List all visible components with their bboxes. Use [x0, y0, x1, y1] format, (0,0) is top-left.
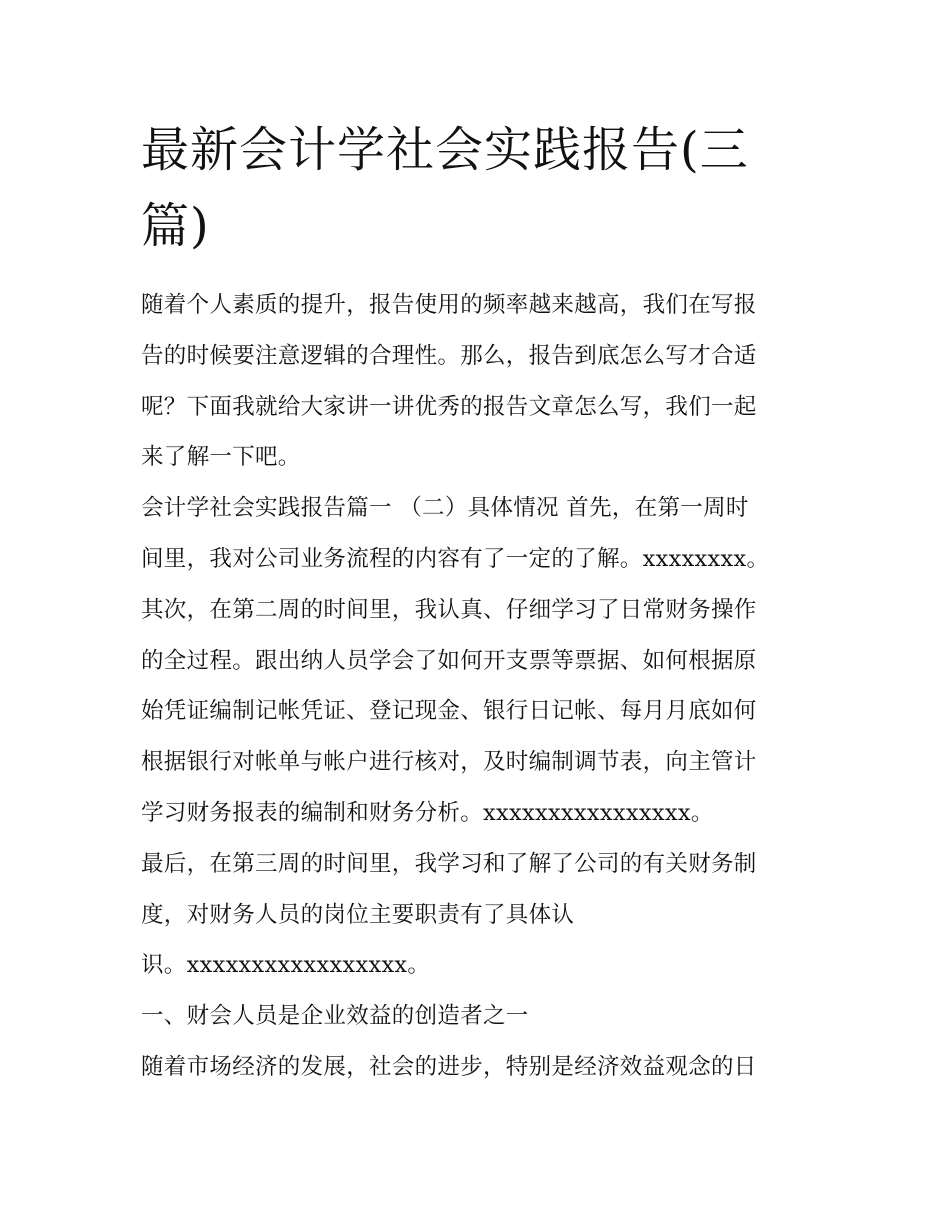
text-line: 始凭证编制记帐凭证、登记现金、银行日记帐、每月月底如何: [141, 698, 757, 725]
text-line: 来了解一下吧。: [141, 444, 301, 471]
title-line: 最新会计学社会实践报告(三: [141, 122, 749, 178]
document-title: [141, 112, 821, 264]
text-line: 的全过程。跟出纳人员学会了如何开支票等票据、如何根据原: [141, 647, 757, 674]
text-line: 会计学社会实践报告篇一 （二）具体情况 首先，在第一周时: [141, 495, 749, 522]
text-line: 随着个人素质的提升，报告使用的频率越来越高，我们在写报: [141, 292, 757, 318]
text-line: 告的时候要注意逻辑的合理性。那么，报告到底怎么写才合适: [141, 342, 757, 369]
text-line: 根据银行对帐单与帐户进行核对，及时编制调节表，向主管计: [141, 749, 757, 776]
text-line: 度，对财务人员的岗位主要职责有了具体认: [141, 901, 575, 928]
text-line: 识。xxxxxxxxxxxxxxxxx。: [141, 952, 431, 979]
title-line: 篇): [141, 198, 210, 254]
text-line: 随着市场经济的发展，社会的进步，特别是经济效益观念的日: [141, 1053, 757, 1080]
text-line: 呢？下面我就给大家讲一讲优秀的报告文章怎么写，我们一起: [141, 393, 757, 420]
document-body: [141, 280, 821, 1093]
text-line: 其次，在第二周的时间里，我认真、仔细学习了日常财务操作: [141, 596, 757, 623]
text-line: 学习财务报表的编制和财务分析。xxxxxxxxxxxxxxxx。: [141, 799, 714, 826]
text-line: 最后，在第三周的时间里，我学习和了解了公司的有关财务制: [141, 850, 757, 877]
text-line: 一、财会人员是企业效益的创造者之一: [141, 1003, 529, 1030]
text-line: 间里，我对公司业务流程的内容有了一定的了解。xxxxxxxx。: [141, 545, 770, 572]
